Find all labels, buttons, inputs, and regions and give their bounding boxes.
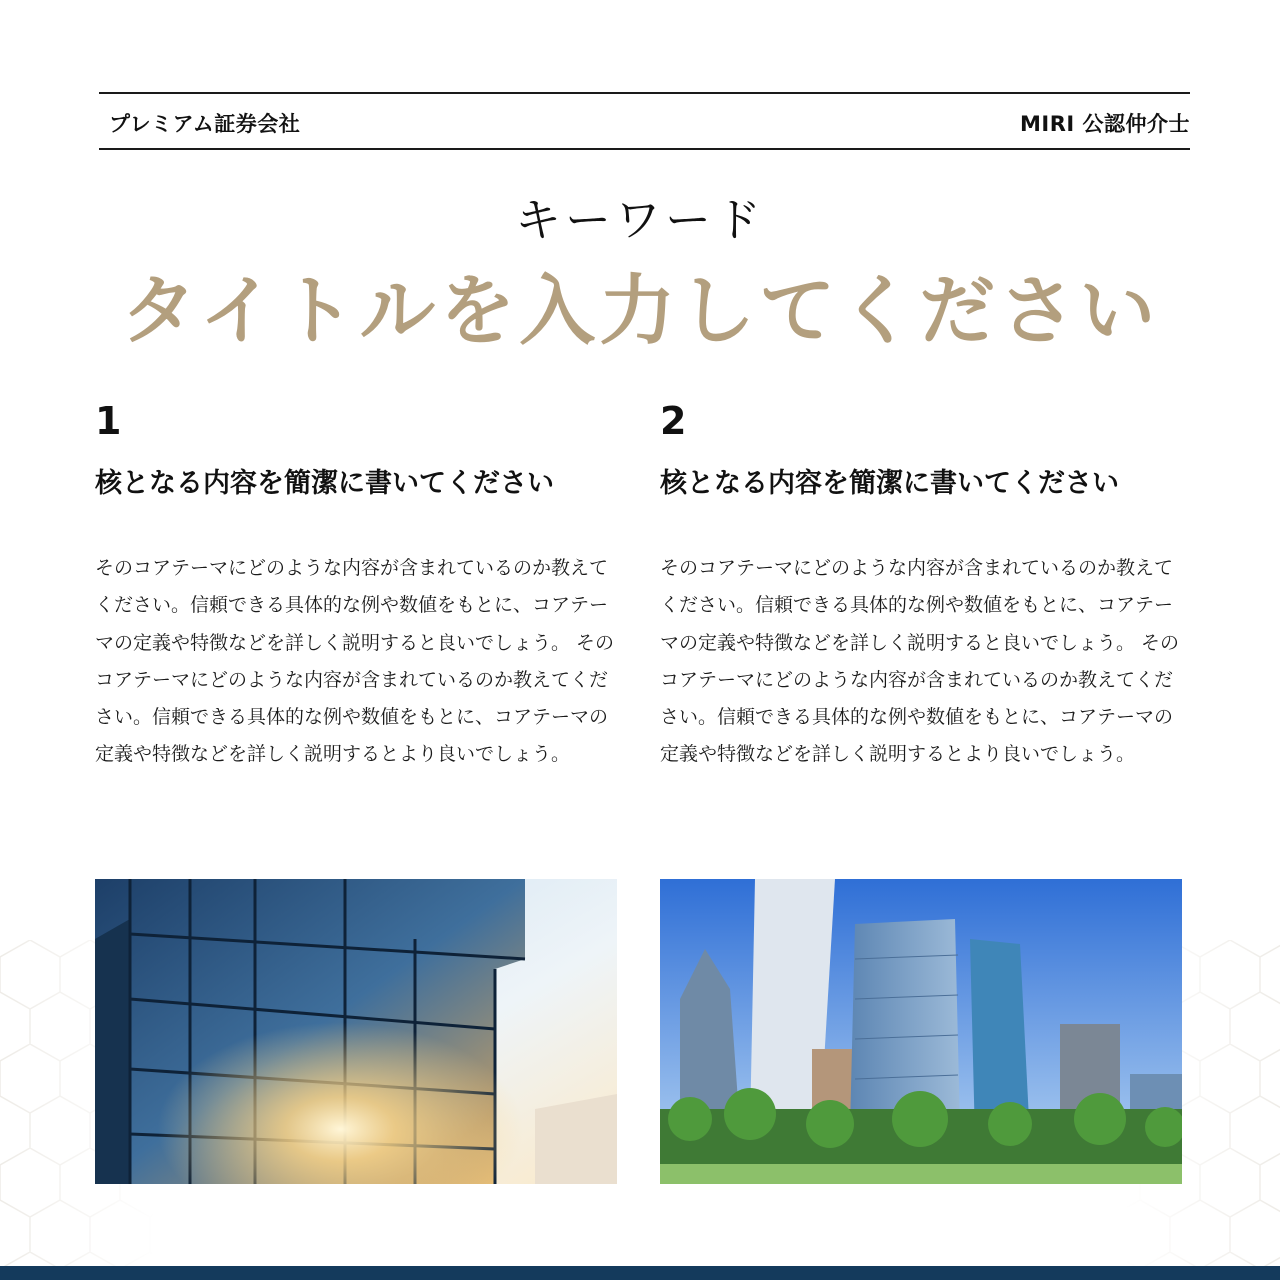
section-body: そのコアテーマにどのような内容が含まれているのか教えてください。信頼できる具体的な例や数値をもとに、コアテーマの定義や特徴などを詳しく説明すると良いでしょう。 そのコアテーマにどのような内容が含まれているのか教えてください。信頼できる具体的な例や数値をもとに、コアテーマの定義や特徴などを詳しく説明するとより良いでしょう。 — [95, 557, 615, 766]
bottom-accent-bar — [0, 1266, 1280, 1280]
page-title: タイトルを入力してください — [120, 266, 1160, 355]
company-name: プレミアム証券会社 — [109, 112, 301, 136]
section-heading: 核となる内容を簡潔に書いてください — [660, 468, 1119, 499]
content-column-1 — [95, 398, 620, 774]
header-bar — [99, 92, 1190, 150]
section-body: そのコアテーマにどのような内容が含まれているのか教えてください。信頼できる具体的な例や数値をもとに、コアテーマの定義や特徴などを詳しく説明すると良いでしょう。 そのコアテーマにどのような内容が含まれているのか教えてください。信頼できる具体的な例や数値をもとに、コアテーマの定義や特徴などを詳しく説明するとより良いでしょう。 — [660, 557, 1180, 766]
section-number: 2 — [660, 399, 687, 443]
agent-name: MIRI 公認仲介士 — [1019, 112, 1190, 136]
keyword-label: キーワード — [515, 193, 765, 247]
city-skyline-photo — [660, 879, 1182, 1184]
content-column-2 — [660, 398, 1185, 774]
section-heading: 核となる内容を簡潔に書いてください — [95, 468, 554, 499]
section-number: 1 — [95, 399, 122, 443]
glass-building-photo — [95, 879, 617, 1184]
